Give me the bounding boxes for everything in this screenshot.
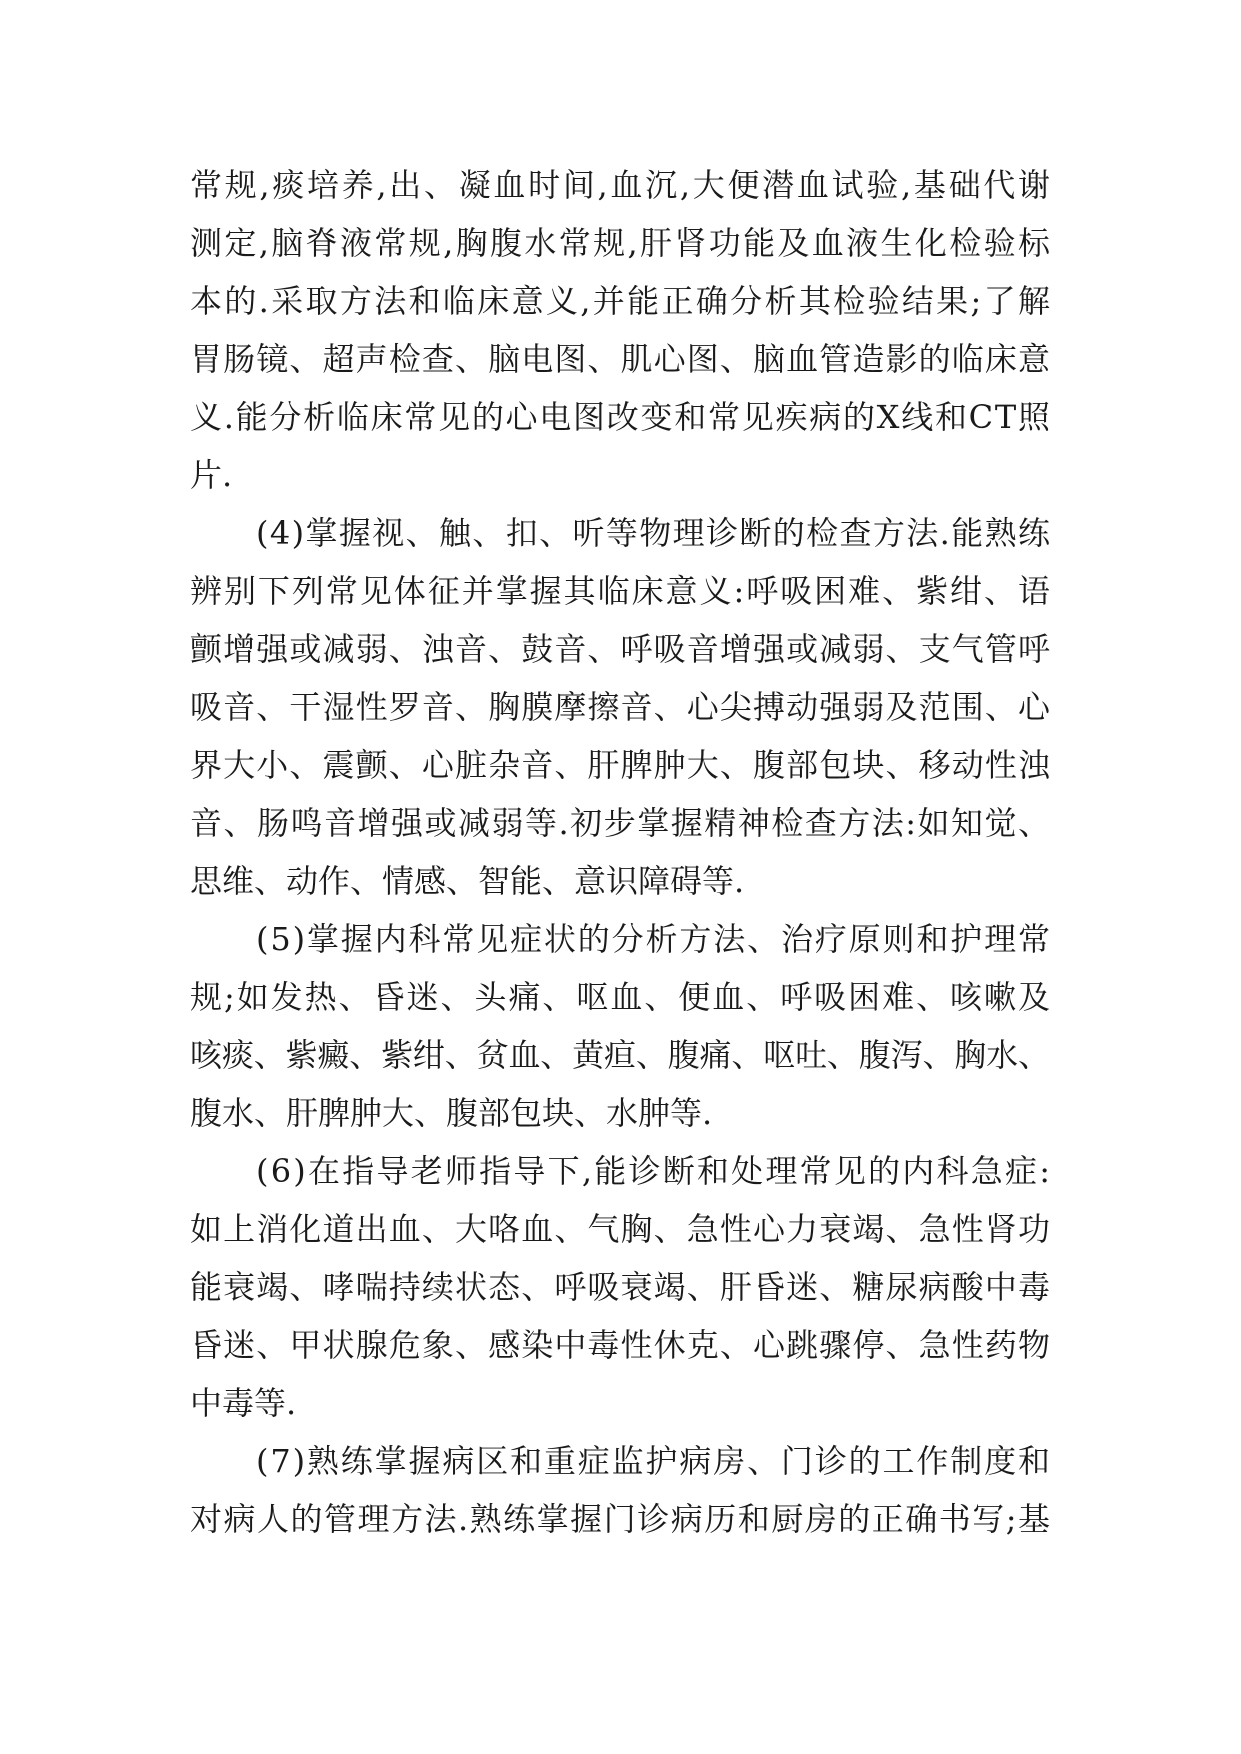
text-line: 音、肠鸣音增强或减弱等.初步掌握精神检查方法:如知觉、: [190, 804, 1052, 842]
text-line: 如上消化道出血、大咯血、气胸、急性心力衰竭、急性肾功: [190, 1210, 1052, 1248]
body-text: [190, 156, 1053, 1548]
text-line: 常规,痰培养,出、凝血时间,血沉,大便潜血试验,基础代谢: [190, 166, 1053, 204]
text-line: 义.能分析临床常见的心电图改变和常见疾病的X线和CT照: [190, 398, 1052, 436]
text-line: 界大小、震颤、心脏杂音、肝脾肿大、腹部包块、移动性浊: [190, 746, 1052, 784]
text-line: 吸音、干湿性罗音、胸膜摩擦音、心尖搏动强弱及范围、心: [190, 688, 1052, 726]
text-line: 测定,脑脊液常规,胸腹水常规,肝肾功能及血液生化检验标: [190, 224, 1053, 262]
paragraph-item-7: [190, 1432, 1050, 1548]
text-line: 能衰竭、哮喘持续状态、呼吸衰竭、肝昏迷、糖尿病酸中毒: [190, 1268, 1052, 1306]
paragraph-item-6: [190, 1142, 1053, 1432]
text-line: 胃肠镜、超声检查、脑电图、肌心图、脑血管造影的临床意: [190, 340, 1052, 378]
text-line: 片.: [190, 456, 233, 494]
paragraph-continued: [190, 156, 1053, 504]
text-line: 思维、动作、情感、智能、意识障碍等.: [190, 862, 745, 900]
text-line: 对病人的管理方法.熟练掌握门诊病历和厨房的正确书写;基: [190, 1500, 1052, 1538]
text-line: 规;如发热、昏迷、头痛、呕血、便血、呼吸困难、咳嗽及: [190, 978, 1052, 1016]
text-line: 中毒等.: [190, 1384, 297, 1422]
text-line: 咳痰、紫癜、紫绀、贫血、黄疸、腹痛、呕吐、腹泻、胸水、: [190, 1036, 1050, 1074]
text-line: 本的.采取方法和临床意义,并能正确分析其检验结果;了解: [190, 282, 1053, 320]
text-line: 颤增强或减弱、浊音、鼓音、呼吸音增强或减弱、支气管呼: [190, 630, 1052, 668]
text-line: (4)掌握视、触、扣、听等物理诊断的检查方法.能熟练: [256, 514, 1052, 552]
text-line: 辨别下列常见体征并掌握其临床意义:呼吸困难、紫绀、语: [190, 572, 1052, 610]
text-line: 腹水、肝脾肿大、腹部包块、水肿等.: [190, 1094, 713, 1132]
paragraph-item-4: [190, 504, 1050, 910]
text-line: (6)在指导老师指导下,能诊断和处理常见的内科急症:: [256, 1152, 1053, 1190]
text-line: (7)熟练掌握病区和重症监护病房、门诊的工作制度和: [256, 1442, 1052, 1480]
paragraph-item-5: [190, 910, 1050, 1142]
text-line: 昏迷、甲状腺危象、感染中毒性休克、心跳骤停、急性药物: [190, 1326, 1052, 1364]
text-line: (5)掌握内科常见症状的分析方法、治疗原则和护理常: [256, 920, 1052, 958]
